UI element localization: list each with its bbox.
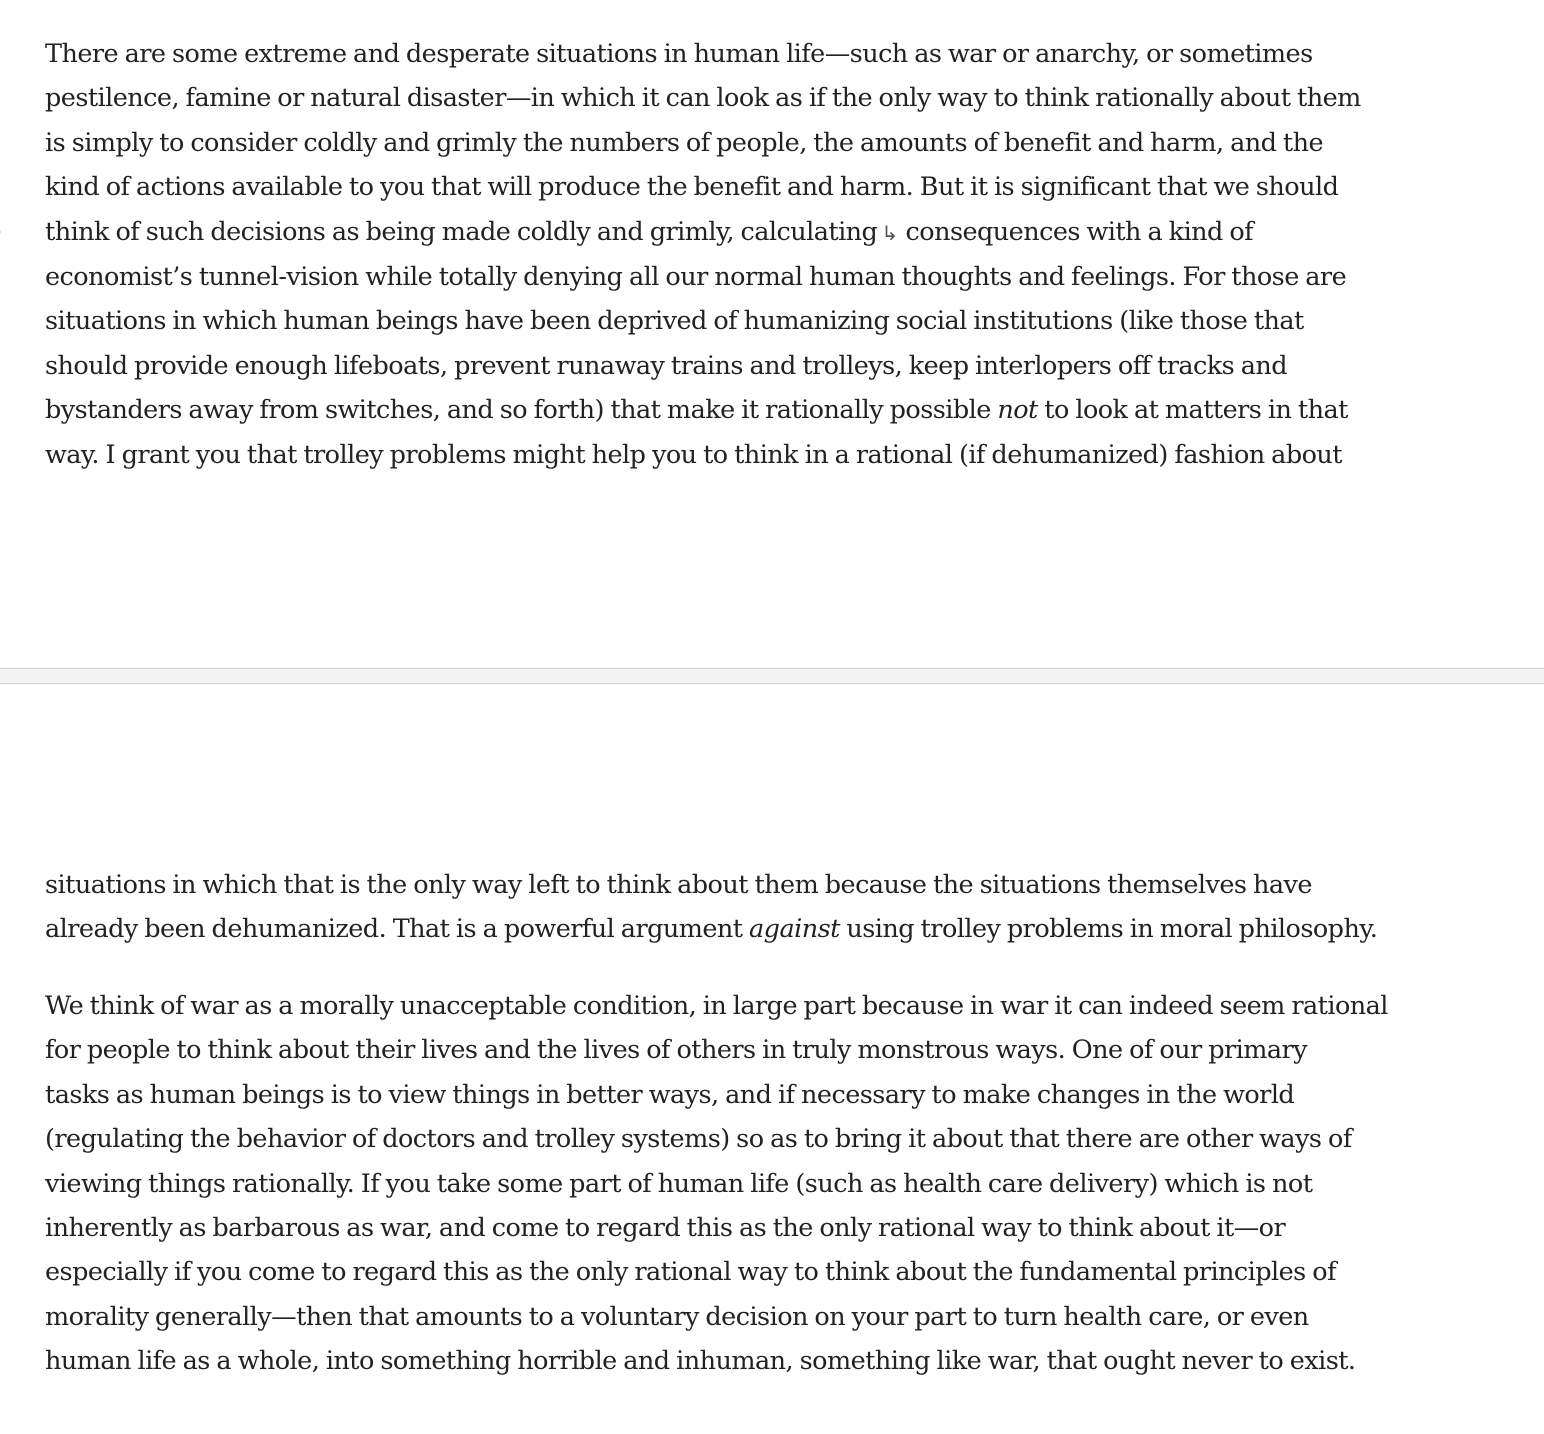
text-line: should provide enough lifeboats, prevent runaway trains and trolleys, keep interlopers off tracks and bbox=[45, 350, 1288, 381]
text-line: pestilence, famine or natural disaster—in which it can look as if the only way to think rationally about them bbox=[45, 83, 1361, 114]
text-line: kind of actions available to you that will produce the benefit and harm. But it is significant that we should bbox=[45, 172, 1339, 203]
text-line: We think of war as a morally unacceptable condition, in large part because in war it can indeed seem rational bbox=[45, 991, 1388, 1021]
text-line: way. I grant you that trolley problems might help you to think in a rational (if dehumanized) fashion about bbox=[45, 439, 1342, 470]
text-line: There are some extreme and desperate situations in human life—such as war or anarchy, or sometimes bbox=[45, 39, 1313, 69]
text-line: tasks as human beings is to view things in better ways, and if necessary to make changes in the world bbox=[45, 1079, 1295, 1110]
text-line: situations in which that is the only way left to think about them because the situations themselves have bbox=[45, 870, 1312, 900]
paragraph-war bbox=[45, 984, 1485, 1384]
text-line: think of such decisions as being made coldly and grimly, calculating ↳ consequences with a kind of bbox=[45, 210, 1485, 255]
text-line: viewing things rationally. If you take some part of human life (such as health care delivery) which is not bbox=[45, 1168, 1313, 1199]
text-line: morality generally—then that amounts to a voluntary decision on your part to turn health care, or even bbox=[45, 1301, 1309, 1332]
page-bottom bbox=[0, 684, 1544, 1434]
page-top bbox=[0, 0, 1544, 668]
text-line: economist’s tunnel-vision while totally denying all our normal human thoughts and feelings. For those are bbox=[45, 262, 1347, 293]
margin-mark bbox=[0, 218, 2, 244]
text-line: situations in which human beings have been deprived of humanizing social institutions (like those that bbox=[45, 306, 1304, 337]
line-break-arrow-icon: ↳ bbox=[881, 220, 898, 245]
text-line: (regulating the behavior of doctors and trolley systems) so as to bring it about that there are other ways of bbox=[45, 1124, 1352, 1155]
text-line: already been dehumanized. That is a powerful argument against using trolley problems in moral philosophy. bbox=[45, 914, 1378, 945]
text-line: for people to think about their lives and the lives of others in truly monstrous ways. One of our primary bbox=[45, 1035, 1308, 1066]
paragraph-continuation bbox=[45, 863, 1485, 952]
paragraph-situations bbox=[45, 32, 1485, 477]
text-line: especially if you come to regard this as the only rational way to think about the fundamental principles of bbox=[45, 1257, 1336, 1288]
text-line: human life as a whole, into something horrible and inhuman, something like war, that ought never to exist. bbox=[45, 1346, 1356, 1377]
page-break bbox=[0, 668, 1544, 684]
text-line: inherently as barbarous as war, and come to regard this as the only rational way to think about it—or bbox=[45, 1213, 1286, 1244]
emphasis-not: not bbox=[997, 395, 1038, 426]
emphasis-against: against bbox=[749, 914, 840, 945]
text-line: is simply to consider coldly and grimly the numbers of people, the amounts of benefit and harm, and the bbox=[45, 127, 1324, 158]
text-line: bystanders away from switches, and so forth) that make it rationally possible not to look at matters in that bbox=[45, 395, 1348, 426]
